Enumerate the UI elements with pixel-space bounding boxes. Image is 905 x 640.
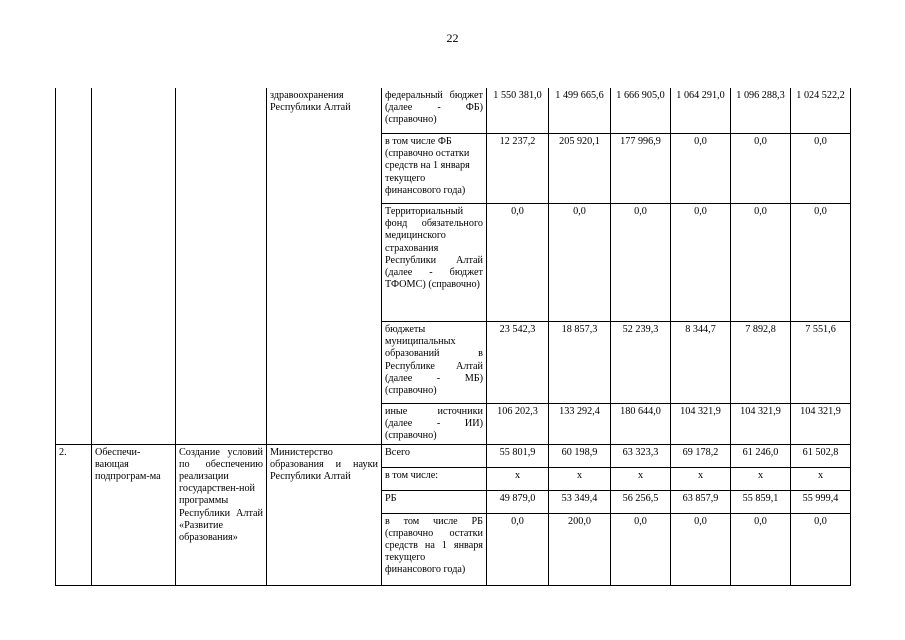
cell-value: 69 178,2 [671,444,731,467]
financing-table [55,88,851,586]
cell-section-number: 2. [56,444,92,585]
cell-value: 133 292,4 [549,404,611,445]
cell-executor: Министерство образования и науки Республики Алтай [267,444,382,585]
cell-source: РБ [382,490,487,513]
cell-value: 180 644,0 [611,404,671,445]
cell-source: в том числе РБ (справочно остатки средств на 1 января текущего финансового года) [382,513,487,585]
cell-value: 52 239,3 [611,322,671,404]
cell-value: 7 551,6 [791,322,851,404]
cell-value: 0,0 [791,204,851,322]
cell-value: 49 879,0 [487,490,549,513]
cell-value: 0,0 [731,513,791,585]
table-row-section2-total [56,444,851,467]
cell-source: федеральный бюджет (далее - ФБ) (справочно) [382,88,487,134]
cell-value: 0,0 [487,204,549,322]
cell-executor-continued: здравоохранения Республики Алтай [267,88,382,444]
cell-value: 0,0 [549,204,611,322]
cell-source: в том числе ФБ (справочно остатки средств на 1 января текущего финансового года) [382,134,487,204]
cell-value: x [671,467,731,490]
cell-value: 55 999,4 [791,490,851,513]
cell-value: 18 857,3 [549,322,611,404]
cell-value: 61 502,8 [791,444,851,467]
cell-value: 0,0 [611,204,671,322]
cell-value: 106 202,3 [487,404,549,445]
cell-value: 104 321,9 [671,404,731,445]
cell-value: 1 666 905,0 [611,88,671,134]
cell-value: 56 256,5 [611,490,671,513]
cell-value: 60 198,9 [549,444,611,467]
cell-value: 104 321,9 [791,404,851,445]
cell-value: 0,0 [611,513,671,585]
cell-source: Всего [382,444,487,467]
cell-value: 200,0 [549,513,611,585]
cell-value: 104 321,9 [731,404,791,445]
page-number: 22 [446,31,459,45]
cell-subprogram-continued [92,88,176,444]
cell-value: x [487,467,549,490]
cell-source: в том числе: [382,467,487,490]
cell-value: 177 996,9 [611,134,671,204]
cell-value: x [791,467,851,490]
cell-value: 7 892,8 [731,322,791,404]
cell-source: бюджеты муниципальных образований в Республике Алтай (далее - МБ) (справочно) [382,322,487,404]
cell-value: 205 920,1 [549,134,611,204]
table-row-fb [56,88,851,134]
cell-value: 0,0 [731,134,791,204]
cell-value: 1 024 522,2 [791,88,851,134]
cell-value: x [731,467,791,490]
cell-value: 0,0 [791,134,851,204]
cell-subprogram: Обеспечи-вающая подпрограм-ма [92,444,176,585]
cell-value: 61 246,0 [731,444,791,467]
cell-value: 53 349,4 [549,490,611,513]
cell-number-continued [56,88,92,444]
cell-value: x [611,467,671,490]
cell-value: 8 344,7 [671,322,731,404]
cell-value: 23 542,3 [487,322,549,404]
cell-goal: Создание условий по обеспечению реализации государствен-ной программы Республики Алтай «Развитие образования» [176,444,267,585]
cell-source: Территориальный фонд обязательного медицинского страхования Республики Алтай (далее - бюджет ТФОМС) (справочно) [382,204,487,322]
cell-value: 63 857,9 [671,490,731,513]
cell-value: 1 064 291,0 [671,88,731,134]
cell-value: 0,0 [671,513,731,585]
cell-value: 63 323,3 [611,444,671,467]
cell-source: иные источники (далее - ИИ) (справочно) [382,404,487,445]
cell-value: 0,0 [671,134,731,204]
cell-value: 0,0 [487,513,549,585]
cell-value: 55 801,9 [487,444,549,467]
cell-value: 0,0 [791,513,851,585]
cell-value: 0,0 [731,204,791,322]
cell-value: 0,0 [671,204,731,322]
cell-value: 55 859,1 [731,490,791,513]
cell-value: 1 096 288,3 [731,88,791,134]
cell-value: 1 499 665,6 [549,88,611,134]
cell-goal-continued [176,88,267,444]
cell-value: 12 237,2 [487,134,549,204]
cell-value: x [549,467,611,490]
cell-value: 1 550 381,0 [487,88,549,134]
